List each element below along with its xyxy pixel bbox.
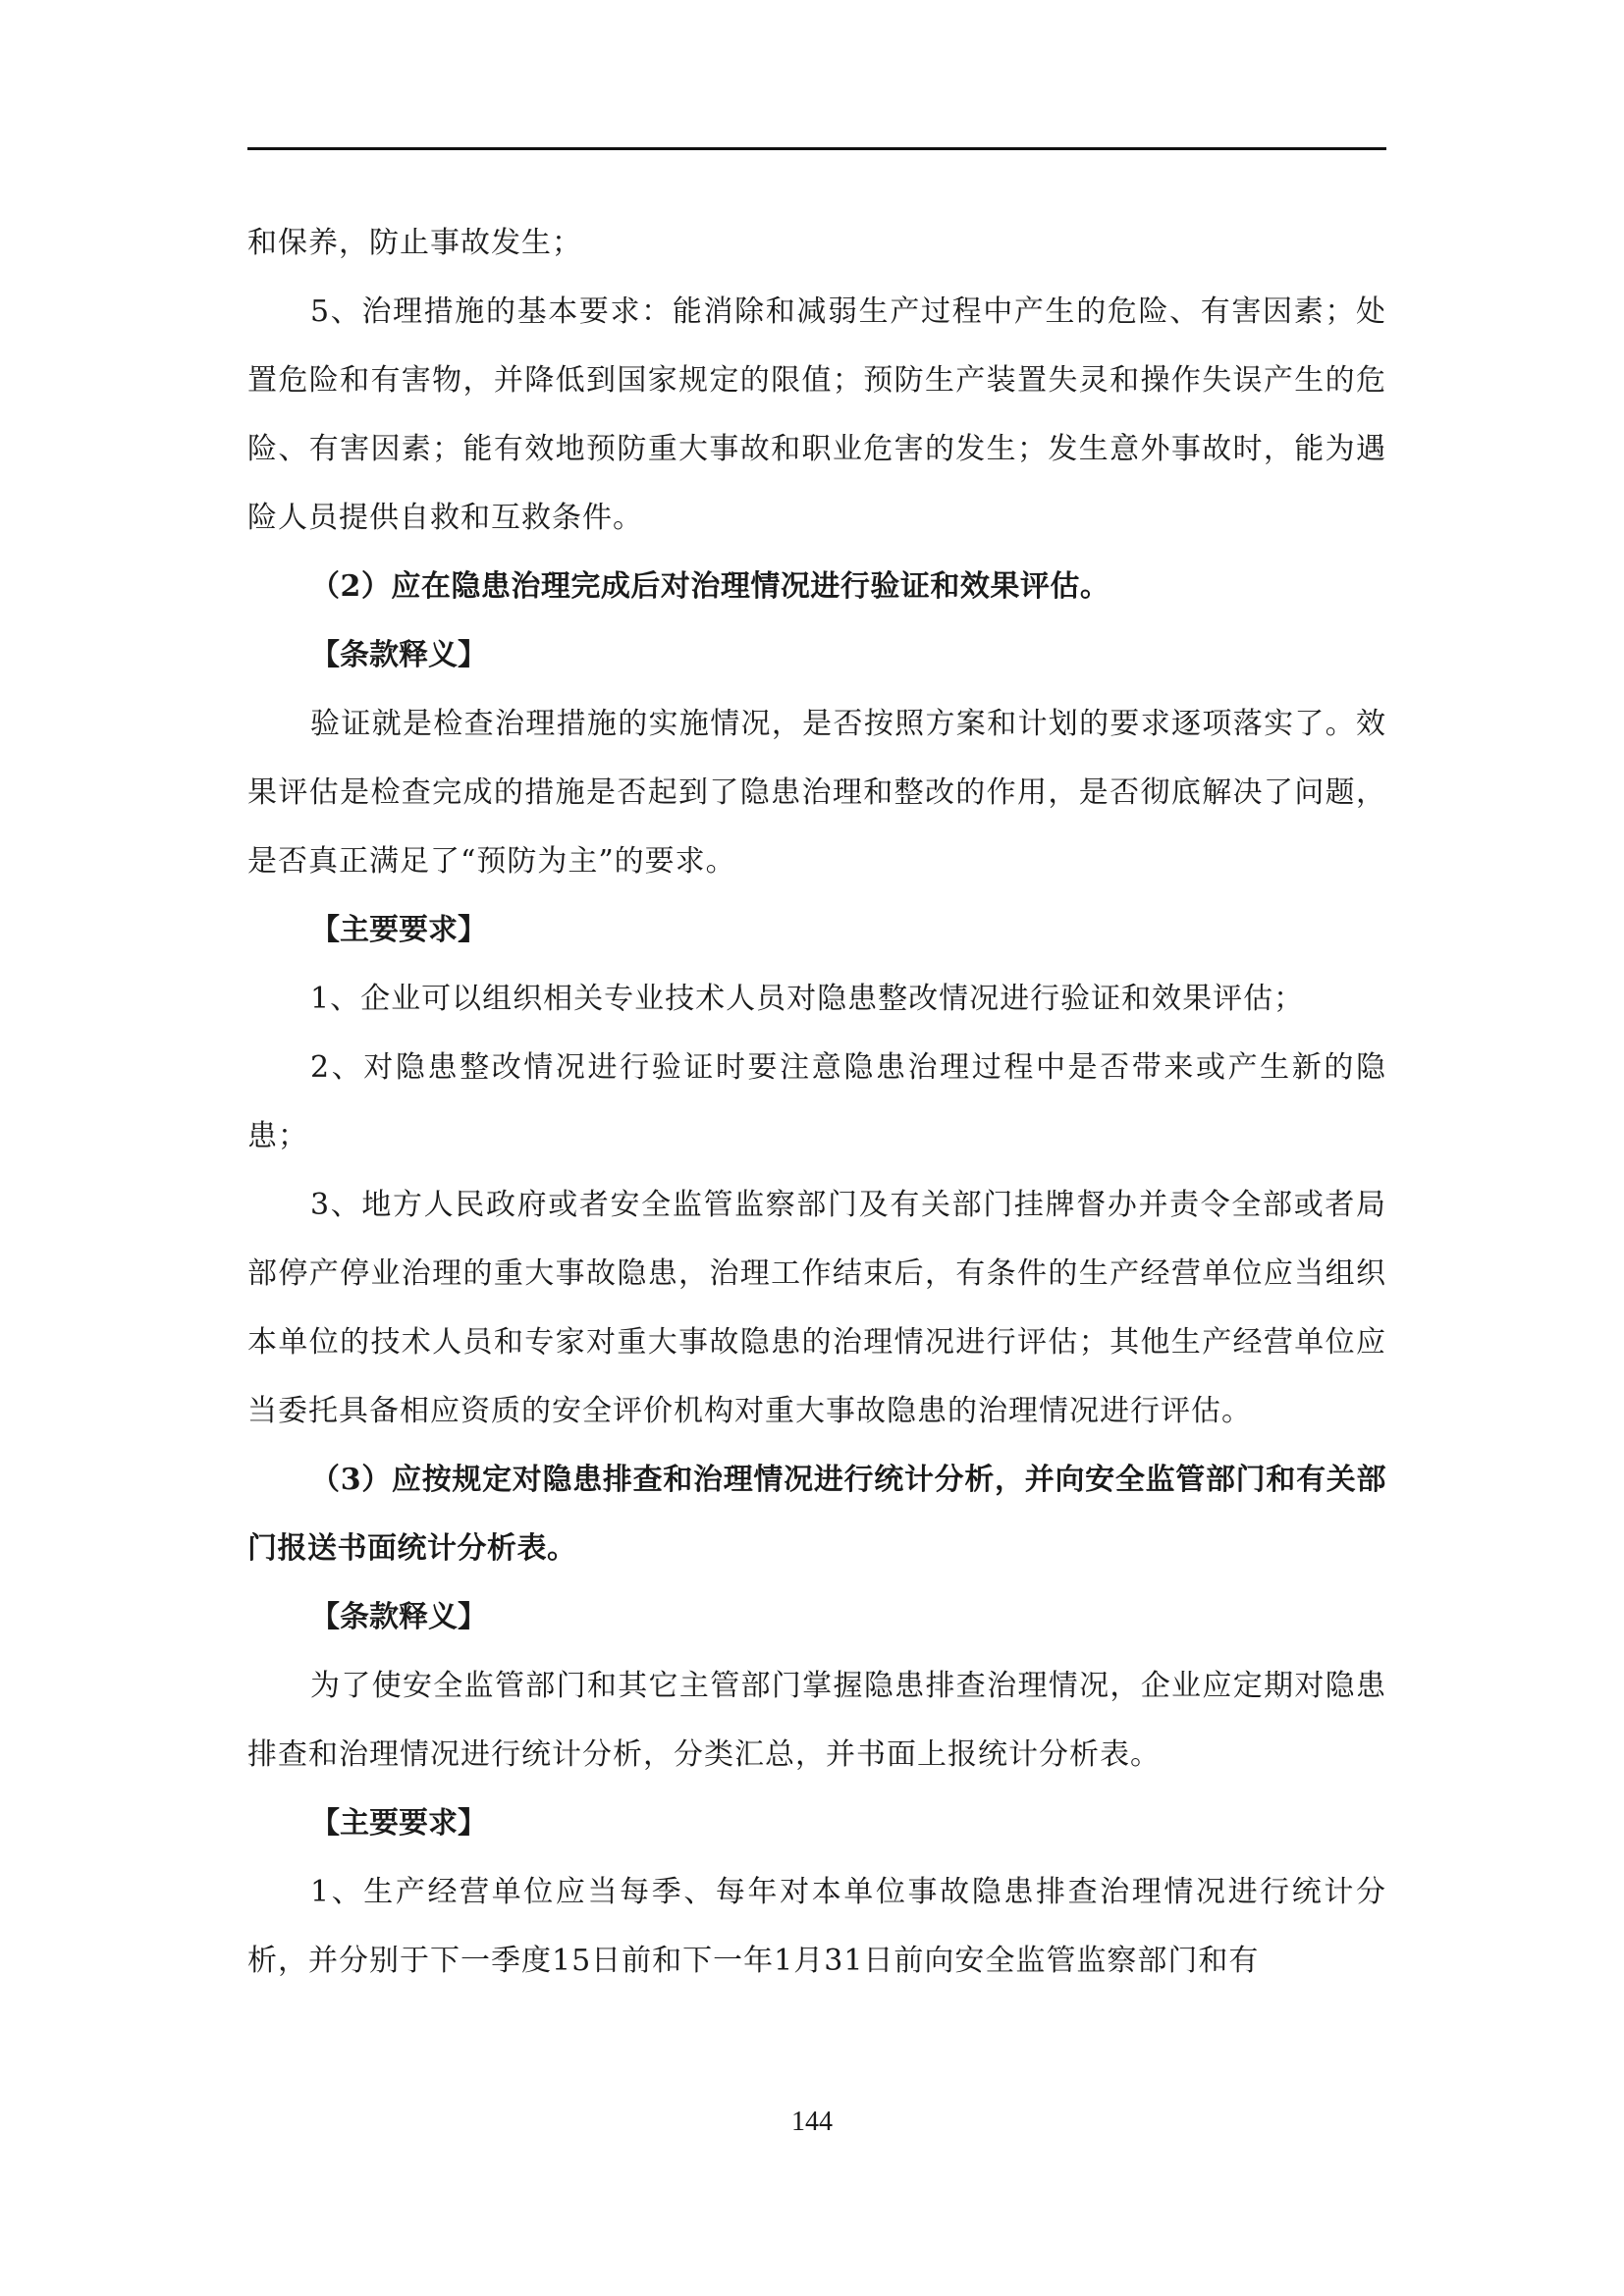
paragraph-requirement-2-1: 1、生产经营单位应当每季、每年对本单位事故隐患排查治理情况进行统计分析，并分别于下一季度15日前和下一年1月31日前向安全监管监察部门和有 (247, 1875, 1386, 1978)
paragraph-requirement-3: 3、地方人民政府或者安全监管监察部门及有关部门挂牌督办并责令全部或者局部停产停业治理的重大事故隐患，治理工作结束后，有条件的生产经营单位应当组织本单位的技术人员和专家对重大事故隐患的治理情况进行评估；其他生产经营单位应当委托具备相应资质的安全评价机构对重大事故隐患的治理情况进行评估。 (247, 1188, 1386, 1428)
section-heading-interpretation: 【条款释义】 (310, 638, 487, 672)
section-heading-interpretation-2: 【条款释义】 (310, 1600, 487, 1634)
paragraph-interpretation: 验证就是检查治理措施的实施情况，是否按照方案和计划的要求逐项落实了。效果评估是检查完成的措施是否起到了隐患治理和整改的作用，是否彻底解决了问题，是否真正满足了“预防为主”的要求。 (247, 707, 1386, 879)
page-number: 144 (791, 2107, 833, 2137)
document-body (247, 209, 1386, 1996)
section-heading-requirements-2: 【主要要求】 (310, 1806, 487, 1841)
header-rule (247, 147, 1386, 150)
paragraph-requirement-2: 2、对隐患整改情况进行验证时要注意隐患治理过程中是否带来或产生新的隐患； (247, 1050, 1386, 1153)
paragraph-interpretation-2: 为了使安全监管部门和其它主管部门掌握隐患排查治理情况，企业应定期对隐患排查和治理情况进行统计分析，分类汇总，并书面上报统计分析表。 (247, 1669, 1386, 1772)
paragraph-requirement-1: 1、企业可以组织相关专业技术人员对隐患整改情况进行验证和效果评估； (310, 982, 1305, 1016)
clause-2-title: （2）应在隐患治理完成后对治理情况进行验证和效果评估。 (310, 569, 1110, 604)
paragraph-continuation: 和保养，防止事故发生； (247, 226, 582, 260)
paragraph-item-5: 5、治理措施的基本要求：能消除和减弱生产过程中产生的危险、有害因素；处置危险和有害物，并降低到国家规定的限值；预防生产装置失灵和操作失误产生的危险、有害因素；能有效地预防重大事故和职业危害的发生；发生意外事故时，能为遇险人员提供自救和互救条件。 (247, 294, 1386, 535)
clause-3-title: （3）应按规定对隐患排查和治理情况进行统计分析，并向安全监管部门和有关部门报送书面统计分析表。 (247, 1463, 1386, 1566)
section-heading-requirements: 【主要要求】 (310, 913, 487, 947)
